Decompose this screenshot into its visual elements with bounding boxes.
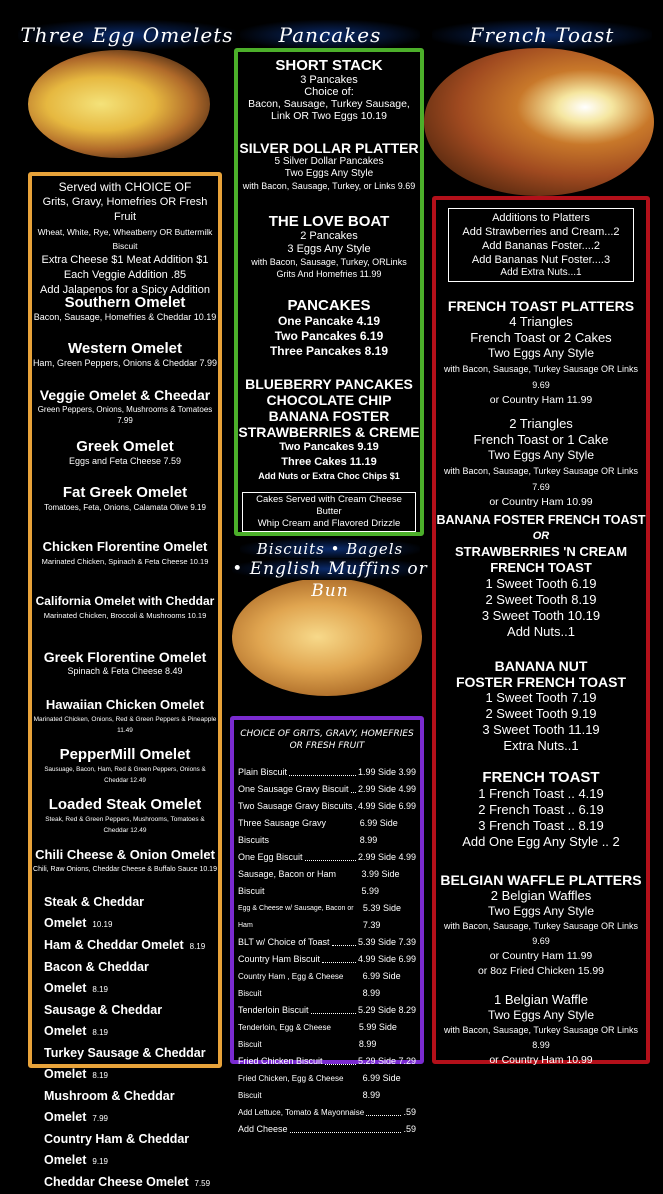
- menu-item: [32, 438, 218, 467]
- item-line: Extra Nuts..1: [503, 738, 579, 753]
- item-line: Three Cakes 11.19: [281, 456, 377, 468]
- item-line: with Bacon, Sausage, Turkey Sausage OR Links 9.69: [443, 921, 639, 946]
- item-title: SHORT STACK: [275, 57, 383, 74]
- item-line: 1 French Toast .. 4.19: [478, 786, 604, 801]
- or-label: OR: [532, 530, 550, 542]
- biscuits-title: OR FRESH FRUIT: [289, 741, 365, 751]
- item-name: Veggie Omelet & Cheedar: [39, 387, 211, 403]
- menu-item: [32, 746, 218, 786]
- omelets-header: Three Egg Omelets: [18, 20, 236, 50]
- omelet-price-list: [44, 892, 214, 1194]
- item-line: Two Pancakes 6.19: [274, 329, 384, 343]
- pancakes-panel: [234, 48, 424, 536]
- section-title: FRENCH TOAST: [482, 769, 600, 786]
- item-desc: Eggs and Feta Cheese 7.59: [68, 456, 182, 466]
- item-line: 1 Sweet Tooth 7.19: [485, 690, 597, 705]
- item-title: THE LOVE BOAT: [268, 213, 390, 230]
- item-line: 2 Sweet Tooth 9.19: [485, 706, 597, 721]
- note-line: Whip Cream and Flavored Drizzle: [257, 518, 401, 529]
- item-desc: Marinated Chicken, Spinach & Feta Cheese 10.19: [41, 557, 209, 566]
- additions-box: [448, 208, 634, 282]
- item-title: PANCAKES: [287, 297, 371, 314]
- item-desc: Marinated Chicken, Broccoli & Mushrooms 10.19: [43, 611, 207, 620]
- item-line: 2 Sweet Tooth 8.19: [485, 592, 597, 607]
- item-name: Chili Cheese & Onion Omelet: [35, 847, 215, 862]
- item-line: Two Pancakes 9.19: [279, 441, 379, 453]
- list-item: Three Sausage Gravy Biscuits 6.99 Side 8.99: [238, 818, 398, 845]
- item-line: or Country Ham 11.99: [489, 950, 593, 962]
- addition-line: Add Bananas Nut Foster....3: [471, 254, 611, 266]
- item-line: or 8oz Fried Chicken 15.99: [477, 965, 605, 977]
- section-title: STRAWBERRIES 'N CREAM: [454, 544, 628, 559]
- item-line: Add Nuts..1: [507, 624, 575, 639]
- addition-line: Add Bananas Foster....2: [481, 240, 601, 252]
- item-name: Fat Greek Omelet: [62, 484, 188, 501]
- section-title: BANANA FOSTER FRENCH TOAST: [436, 513, 646, 527]
- intro-line: Served with CHOICE OF: [58, 180, 192, 194]
- pancakes-header: Pancakes: [240, 20, 420, 50]
- note-line: Cakes Served with Cream Cheese Butter: [256, 494, 402, 517]
- menu-item: [32, 696, 218, 736]
- biscuits-header-2: • English Muffins or Bun: [232, 559, 428, 601]
- item-line: One Pancake 4.19: [277, 314, 381, 328]
- section-title: FRENCH TOAST PLATTERS: [447, 298, 635, 314]
- item-line: 4 Triangles: [509, 314, 573, 329]
- list-item: Cheddar Cheese Omelet 7.59: [44, 1175, 211, 1189]
- list-item: One Sausage Gravy Biscuit 2.99 Side 4.99: [238, 781, 416, 798]
- item-line: 3 French Toast .. 8.19: [478, 818, 604, 833]
- biscuits-panel: [230, 716, 424, 1134]
- french-toast-header: French Toast: [432, 20, 652, 50]
- item-line: Bacon, Sausage, Turkey Sausage,: [248, 98, 410, 110]
- item-line: with Bacon, Sausage, Turkey, or Links 9.69: [242, 181, 416, 191]
- list-item: Two Sausage Gravy Biscuits 4.99 Side 6.99: [238, 798, 416, 815]
- item-name: Greek Florentine Omelet: [43, 649, 207, 665]
- item-line: Two Eggs Any Style: [284, 168, 374, 179]
- intro-line: Wheat, White, Rye, Wheatberry OR Buttermilk Biscuit: [37, 227, 213, 251]
- item-line: Two Eggs Any Style: [487, 904, 595, 918]
- item-desc: Green Peppers, Onions, Mushrooms & Tomatoes 7.99: [37, 405, 213, 425]
- item-title: CHOCOLATE CHIP: [266, 392, 392, 408]
- item-desc: Sausuage, Bacon, Ham, Red & Green Peppers, Onions & Cheddar 12.49: [44, 766, 206, 784]
- section-title: BELGIAN WAFFLE PLATTERS: [440, 872, 642, 888]
- item-desc: Steak, Red & Green Peppers, Mushrooms, Tomatoes & Cheddar 12.49: [45, 816, 205, 834]
- item-name: PepperMill Omelet: [59, 746, 191, 763]
- item-desc: Chili, Raw Onions, Cheddar Cheese & Buffalo Sauce 10.19: [33, 866, 217, 873]
- item-name: Western Omelet: [68, 340, 182, 357]
- item-line: 3 Sweet Tooth 10.19: [481, 608, 601, 623]
- item-name: Hawaiian Chicken Omelet: [45, 697, 205, 712]
- list-item: Add Lettuce, Tomato & Mayonnaise .59: [238, 1104, 416, 1121]
- section-title: FOSTER FRENCH TOAST: [455, 674, 627, 690]
- menu-item: [32, 846, 218, 875]
- item-name: Loaded Steak Omelet: [48, 796, 202, 813]
- item-desc: Ham, Green Peppers, Onions & Cheddar 7.99: [32, 358, 218, 368]
- item-line: Add One Egg Any Style .. 2: [462, 834, 620, 849]
- item-line: with Bacon, Sausage, Turkey, ORLinks: [251, 257, 407, 267]
- list-item: Country Ham & Cheddar Omelet 9.19: [44, 1132, 190, 1167]
- item-title: BLUEBERRY PANCAKES: [245, 376, 413, 392]
- item-title: STRAWBERRIES & CREME: [238, 424, 420, 440]
- item-line: Choice of:: [304, 86, 354, 98]
- section-title: BANANA NUT: [494, 658, 588, 674]
- item-line: 2 French Toast .. 6.19: [478, 802, 604, 817]
- list-item: Egg & Cheese w/ Sausage, Bacon or Ham 5.39 Side 7.39: [238, 903, 401, 930]
- intro-line: Grits, Gravy, Homefries OR Fresh Fruit: [42, 196, 208, 223]
- omelet-photo: [28, 50, 210, 158]
- item-line: or Country Ham 10.99: [489, 1054, 593, 1066]
- item-line: 3 Eggs Any Style: [287, 243, 371, 255]
- menu-item: [32, 484, 218, 513]
- menu-item: [32, 386, 218, 426]
- item-name: California Omelet with Cheddar: [35, 594, 215, 608]
- list-item: Ham & Cheddar Omelet 8.19: [44, 938, 206, 952]
- biscuit-list: [238, 764, 416, 1138]
- item-line: Three Pancakes 8.19: [269, 344, 389, 358]
- list-item: Steak & Cheddar Omelet 10.19: [44, 895, 145, 930]
- item-title: SILVER DOLLAR PLATTER: [239, 140, 419, 156]
- menu-item: [32, 340, 218, 369]
- list-item: One Egg Biscuit 2.99 Side 4.99: [238, 849, 416, 866]
- item-line: 1 Belgian Waffle: [494, 992, 588, 1007]
- omelets-panel: [28, 172, 222, 1189]
- list-item: Sausage, Bacon or Ham Biscuit 3.99 Side 5.99: [238, 869, 400, 896]
- item-name: Southern Omelet: [64, 294, 186, 311]
- item-desc: Marinated Chicken, Onions, Red & Green Peppers & Pineapple 11.49: [33, 716, 217, 734]
- list-item: Country Ham Biscuit 4.99 Side 6.99: [238, 951, 416, 968]
- item-line: 3 Sweet Tooth 11.19: [482, 722, 600, 737]
- addition-line: Additions to Platters: [492, 212, 590, 224]
- addition-line: Add Extra Nuts...1: [500, 267, 582, 278]
- section-title: FRENCH TOAST: [490, 560, 592, 575]
- menu-item: [32, 796, 218, 836]
- list-item: Country Ham , Egg & Cheese Biscuit 6.99 Side 8.99: [238, 971, 401, 998]
- item-line: 5 Silver Dollar Pancakes: [274, 156, 384, 167]
- item-name: Chicken Florentine Omelet: [42, 539, 208, 554]
- item-line: Add Nuts or Extra Choc Chips $1: [258, 471, 400, 481]
- item-line: Two Eggs Any Style: [487, 1008, 595, 1022]
- item-line: with Bacon, Sausage, Turkey Sausage OR Links 8.99: [443, 1025, 639, 1050]
- item-desc: Bacon, Sausage, Homefries & Cheddar 10.19: [33, 312, 217, 322]
- omelet-intro: [32, 180, 218, 298]
- list-item: Tenderloin, Egg & Cheese Biscuit 5.99 Side 8.99: [238, 1022, 397, 1049]
- list-item: Fried Chicken Biscuit 5.29 Side 7.29: [238, 1053, 416, 1070]
- french-toast-panel: [432, 196, 650, 1064]
- intro-line: Add Jalapenos for a Spicy Addition: [39, 284, 210, 296]
- item-line: 2 Triangles: [509, 416, 573, 431]
- intro-line: Each Veggie Addition .85: [63, 269, 187, 281]
- item-line: Two Eggs Any Style: [487, 346, 595, 360]
- addition-line: Add Strawberries and Cream...2: [462, 226, 620, 238]
- list-item: Mushroom & Cheddar Omelet 7.99: [44, 1089, 175, 1124]
- list-item: Bacon & Cheddar Omelet 8.19: [44, 960, 149, 995]
- list-item: Turkey Sausage & Cheddar Omelet 8.19: [44, 1046, 206, 1081]
- item-desc: Tomatoes, Feta, Onions, Calamata Olive 9.19: [44, 503, 206, 512]
- item-line: French Toast or 1 Cake: [473, 432, 609, 447]
- biscuits-title: CHOICE OF GRITS, GRAVY, HOMEFRIES: [240, 729, 414, 739]
- item-name: Greek Omelet: [76, 438, 174, 455]
- item-line: 2 Belgian Waffles: [490, 888, 592, 903]
- item-line: or Country Ham 10.99: [489, 496, 593, 508]
- menu-item: [32, 592, 218, 621]
- pancake-note: [242, 492, 416, 532]
- item-line: with Bacon, Sausage, Turkey Sausage OR Links 7.69: [443, 466, 639, 492]
- item-line: Grits And Homefries 11.99: [276, 269, 382, 279]
- item-line: 3 Pancakes: [300, 74, 358, 86]
- list-item: Fried Chicken, Egg & Cheese Biscuit 6.99 Side 8.99: [238, 1073, 401, 1100]
- menu-item: [32, 294, 218, 323]
- list-item: Tenderloin Biscuit 5.29 Side 8.29: [238, 1002, 416, 1019]
- list-item: Plain Biscuit 1.99 Side 3.99: [238, 764, 416, 781]
- item-desc: Spinach & Feta Cheese 8.49: [67, 666, 183, 676]
- item-line: or Country Ham 11.99: [489, 394, 593, 406]
- list-item: BLT w/ Choice of Toast 5.39 Side 7.39: [238, 934, 416, 951]
- french-toast-photo: [424, 48, 654, 196]
- item-line: Two Eggs Any Style: [487, 448, 595, 462]
- item-line: French Toast or 2 Cakes: [470, 330, 612, 345]
- menu-item: [32, 538, 218, 567]
- biscuits-header-1: Biscuits • Bagels: [240, 538, 420, 560]
- intro-line: Extra Cheese $1 Meat Addition $1: [41, 254, 209, 266]
- menu-item: [32, 648, 218, 677]
- list-item: Sausage & Cheddar Omelet 8.19: [44, 1003, 163, 1038]
- item-line: 2 Pancakes: [300, 230, 358, 242]
- item-line: 1 Sweet Tooth 6.19: [485, 576, 597, 591]
- item-line: Link OR Two Eggs 10.19: [271, 110, 387, 122]
- list-item: Add Cheese .59: [238, 1121, 416, 1138]
- item-title: BANANA FOSTER: [268, 408, 390, 424]
- item-line: with Bacon, Sausage, Turkey Sausage OR Links 9.69: [443, 364, 639, 390]
